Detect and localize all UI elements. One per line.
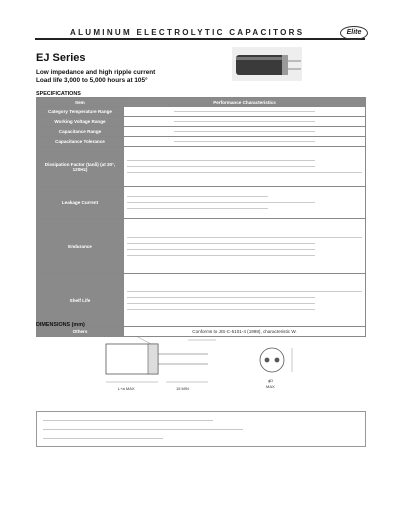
row-value	[124, 137, 366, 147]
row-label: Capacitance Range	[37, 127, 124, 137]
dimensions-label: DIMENSIONS (mm)	[36, 322, 85, 328]
brand-logo: Elite	[340, 26, 368, 40]
dim-length-label: L+a MAX	[118, 386, 135, 391]
dimension-drawing	[96, 330, 326, 398]
row-label: Others	[37, 327, 124, 337]
dim-diameter-label: ϕD	[268, 378, 274, 383]
row-label: Shelf Life	[37, 274, 124, 327]
dim-lead-length-label: 15 MIN	[176, 386, 189, 391]
row-label: Category Temperature Range	[37, 107, 124, 117]
dim-diameter-max-label: MAX	[266, 384, 275, 389]
col-header-item: Item	[37, 98, 124, 107]
row-value	[124, 147, 366, 187]
row-value	[124, 127, 366, 137]
series-feature-2: Load life 3,000 to 5,000 hours at 105°	[36, 77, 148, 84]
table-row	[37, 187, 366, 219]
table-row	[37, 107, 366, 117]
table-header-row	[37, 98, 366, 107]
dimension-notes-box	[36, 411, 366, 447]
table-row	[37, 137, 366, 147]
series-title: EJ Series	[36, 52, 86, 64]
row-value	[124, 187, 366, 219]
row-value	[124, 219, 366, 274]
row-value	[124, 107, 366, 117]
row-label: Leakage Current	[37, 187, 124, 219]
header-title: ALUMINUM ELECTROLYTIC CAPACITORS	[70, 28, 305, 37]
specifications-label: SPECIFICATIONS	[36, 91, 81, 97]
row-value	[124, 117, 366, 127]
table-row	[37, 127, 366, 137]
header-rule	[35, 38, 365, 40]
row-label: Endurance	[37, 219, 124, 274]
specifications-table	[36, 97, 366, 337]
row-label: Capacitance Tolerance	[37, 137, 124, 147]
table-row	[37, 274, 366, 327]
table-row	[37, 117, 366, 127]
row-value: Conforms to JIS-C-5101-4 (1998), characteristic W.	[124, 327, 366, 337]
table-row	[37, 147, 366, 187]
row-label: Working Voltage Range	[37, 117, 124, 127]
col-header-performance: Performance Characteristics	[124, 98, 366, 107]
series-feature-1: Low impedance and high ripple current	[36, 69, 156, 76]
capacitor-photo	[232, 47, 302, 81]
table-row	[37, 219, 366, 274]
header	[0, 0, 400, 42]
row-value	[124, 274, 366, 327]
row-label: Dissipation Factor (tanδ) (at 20°, 120Hz)	[37, 147, 124, 187]
